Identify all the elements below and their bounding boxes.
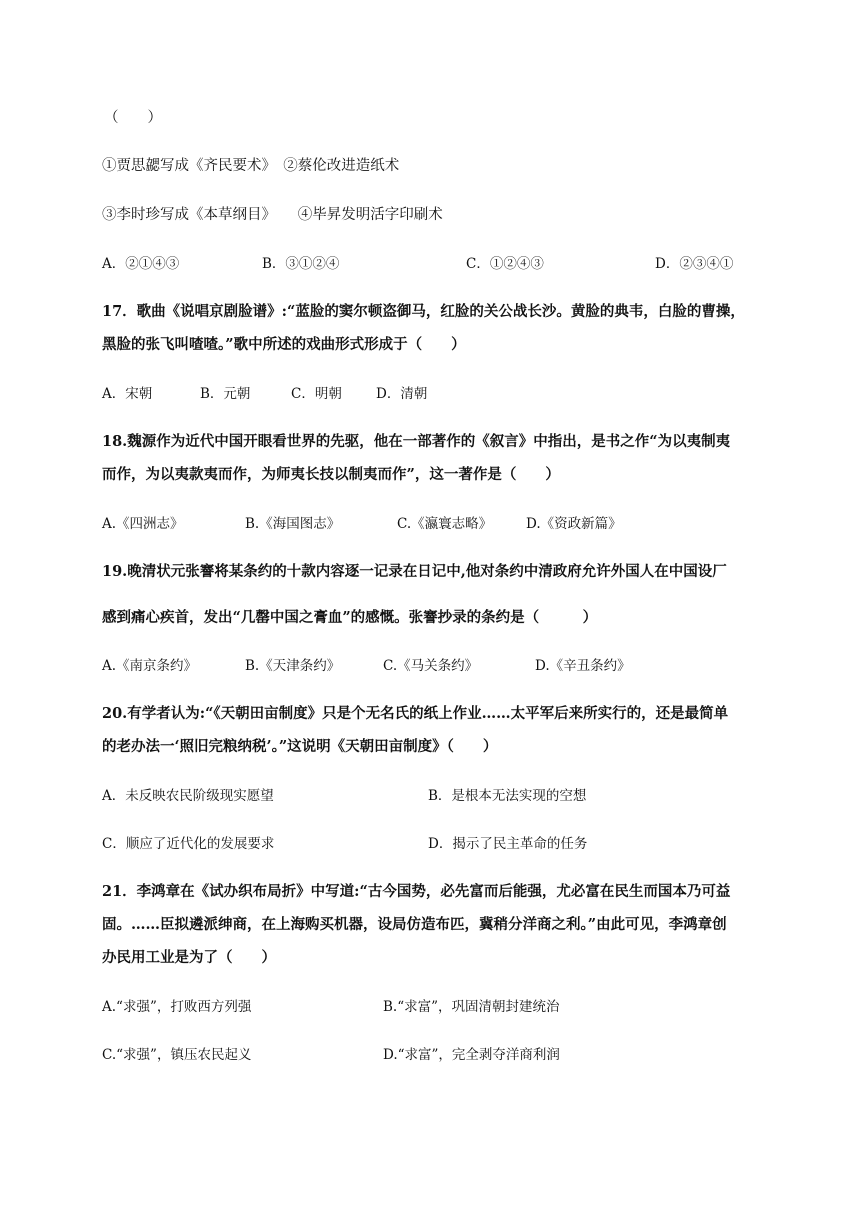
q20-option-a: A．未反映农民阶级现实愿望 bbox=[102, 788, 274, 804]
q16-items-line2: ③李时珍写成《本草纲目》 ④毕昇发明活字印刷术 bbox=[102, 207, 443, 223]
q17-option-b: B．元朝 bbox=[200, 386, 251, 402]
q16-option-b: B．③①②④ bbox=[262, 256, 340, 272]
q17-option-d: D．清朝 bbox=[376, 386, 428, 402]
q20-stem-line1: 20.有学者认为:“《天朝田亩制度》只是个无名氏的纸上作业……太平军后来所实行的，还是最简单 bbox=[102, 705, 729, 722]
q18-option-c: C.《瀛寰志略》 bbox=[397, 516, 493, 532]
q18-stem-line2: 而作，为以夷款夷而作，为师夷长技以制夷而作”，这一著作是（ ） bbox=[102, 466, 560, 483]
q20-option-b: B．是根本无法实现的空想 bbox=[428, 788, 587, 804]
q21-stem-line3: 办民用工业是为了（ ） bbox=[102, 949, 276, 966]
q17-stem-line2: 黑脸的张飞叫喳喳。”歌中所述的戏曲形式形成于（ ） bbox=[102, 336, 466, 353]
q16-option-c: C．①②④③ bbox=[466, 256, 544, 272]
q21-stem-line1: 21．李鸿章在《试办织布局折》中写道:“古今国势，必先富而后能强，尤必富在民生而国本乃可益 bbox=[102, 883, 731, 900]
q19-stem-line1: 19.晚清状元张謇将某条约的十款内容逐一记录在日记中,他对条约中清政府允许外国人在中国设厂 bbox=[102, 563, 727, 580]
q16-option-d: D．②③④① bbox=[655, 256, 734, 272]
q19-option-b: B.《天津条约》 bbox=[245, 658, 341, 674]
q19-stem-line2: 感到痛心疾首，发出“几罄中国之膏血”的感慨。张謇抄录的条约是（ ） bbox=[102, 609, 598, 626]
q17-option-a: A．宋朝 bbox=[102, 386, 153, 402]
q19-option-d: D.《辛丑条约》 bbox=[535, 658, 631, 674]
q21-option-a: A.“求强”，打败西方列强 bbox=[102, 999, 252, 1015]
q18-option-a: A.《四洲志》 bbox=[102, 516, 184, 532]
q18-option-d: D.《资政新篇》 bbox=[526, 516, 622, 532]
q21-option-c: C.“求强”，镇压农民起义 bbox=[102, 1047, 252, 1063]
q20-option-d: D．揭示了民主革命的任务 bbox=[428, 836, 588, 852]
q16-stem-tail: （ ） bbox=[104, 110, 162, 126]
q19-option-c: C.《马关条约》 bbox=[383, 658, 479, 674]
q18-stem-line1: 18.魏源作为近代中国开眼看世界的先驱，他在一部著作的《叙言》中指出，是书之作“为以夷制夷 bbox=[102, 433, 731, 450]
q20-option-c: C．顺应了近代化的发展要求 bbox=[102, 836, 275, 852]
q16-option-a: A．②①④③ bbox=[102, 256, 180, 272]
q20-stem-line2: 的老办法一‘照旧完粮纳税’。”这说明《天朝田亩制度》（ ） bbox=[102, 738, 498, 755]
q21-option-b: B.“求富”，巩固清朝封建统治 bbox=[383, 999, 560, 1015]
q18-option-b: B.《海国图志》 bbox=[245, 516, 341, 532]
q19-option-a: A.《南京条约》 bbox=[102, 658, 198, 674]
q21-option-d: D.“求富”，完全剥夺洋商利润 bbox=[383, 1047, 560, 1063]
q17-stem-line1: 17．歌曲《说唱京剧脸谱》:“蓝脸的窦尔顿盗御马，红脸的关公战长沙。黄脸的典韦，白脸的曹操， bbox=[102, 303, 745, 320]
q17-option-c: C．明朝 bbox=[291, 386, 342, 402]
q21-stem-line2: 固。……臣拟遴派绅商，在上海购买机器，设局仿造布匹，冀稍分洋商之利。”由此可见，李鸿章创 bbox=[102, 916, 727, 933]
q16-items-line1: ①贾思勰写成《齐民要术》 ②蔡伦改进造纸术 bbox=[102, 158, 400, 174]
